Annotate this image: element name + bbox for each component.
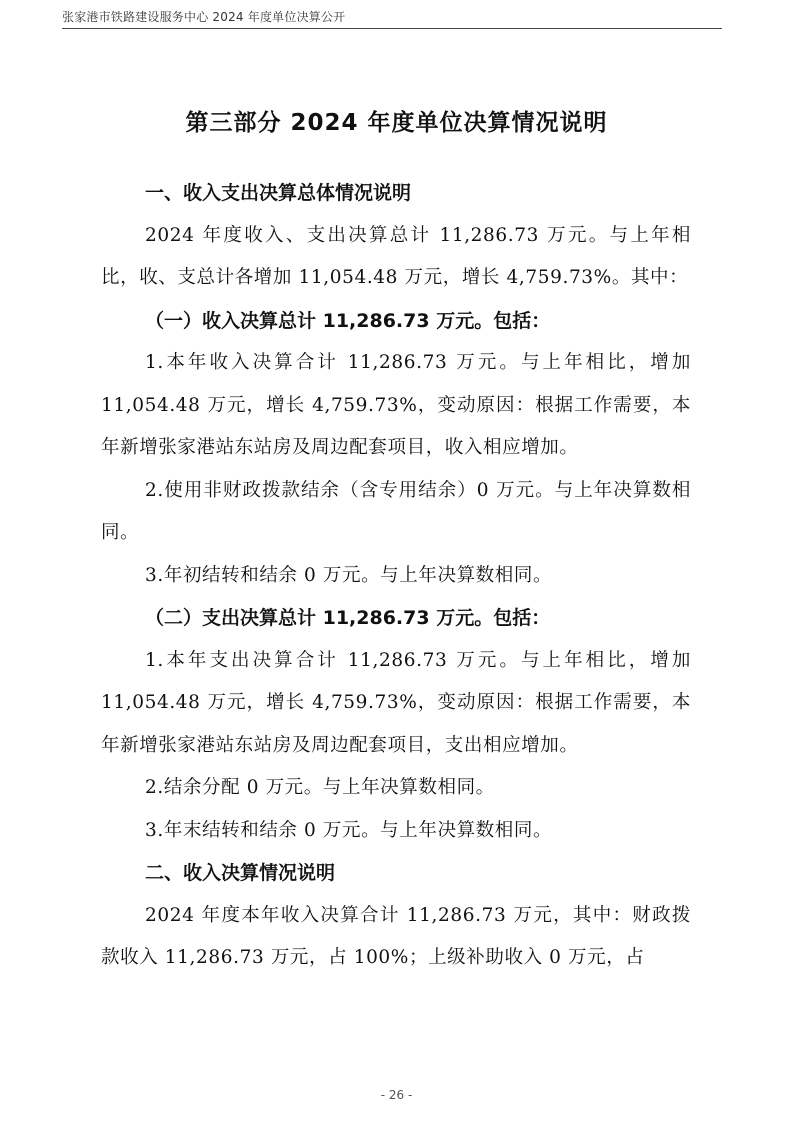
paragraph-expense-item-1: 1.本年支出决算合计 11,286.73 万元。与上年相比，增加 11,054.48 万元，增长 4,759.73%，变动原因：根据工作需要，本年新增张家港站东站房及周边配套项目，支出相应增加。 xyxy=(101,649,691,756)
paragraph-expense-item-2: 2.结余分配 0 万元。与上年决算数相同。 xyxy=(145,777,495,798)
paragraph-income-item-1: 1.本年收入决算合计 11,286.73 万元。与上年相比，增加 11,054.48 万元，增长 4,759.73%，变动原因：根据工作需要，本年新增张家港站东站房及周边配套项目，收入相应增加。 xyxy=(101,352,691,458)
page-number: - 26 - xyxy=(380,1088,413,1102)
paragraph-income-item-3: 3.年初结转和结余 0 万元。与上年决算数相同。 xyxy=(145,564,553,586)
document-body xyxy=(101,172,691,980)
subheading-expense-total: （二）支出决算总计 11,286.73 万元。包括： xyxy=(145,607,551,629)
section-heading-overview: 一、收入支出决算总体情况说明 xyxy=(145,182,412,204)
subheading-income-total: （一）收入决算总计 11,286.73 万元。包括： xyxy=(145,309,551,332)
paragraph-expense-item-3: 3.年末结转和结余 0 万元。与上年决算数相同。 xyxy=(145,819,553,841)
section-heading-income: 二、收入决算情况说明 xyxy=(145,862,336,884)
paragraph-income-details: 2024 年度本年收入决算合计 11,286.73 万元，其中：财政拨款收入 11,286.73 万元，占 100%；上级补助收入 0 万元，占 xyxy=(101,904,691,968)
page-title: 第三部分 2024 年度单位决算情况说明 xyxy=(185,110,608,136)
page-header: 张家港市铁路建设服务中心 2024 年度单位决算公开 xyxy=(62,8,722,29)
paragraph-overview-totals: 2024 年度收入、支出决算总计 11,286.73 万元。与上年相比，收、支总计各增加 11,054.48 万元，增长 4,759.73%。其中： xyxy=(101,224,691,288)
paragraph-income-item-2: 2.使用非财政拨款结余（含专用结余）0 万元。与上年决算数相同。 xyxy=(101,479,691,543)
